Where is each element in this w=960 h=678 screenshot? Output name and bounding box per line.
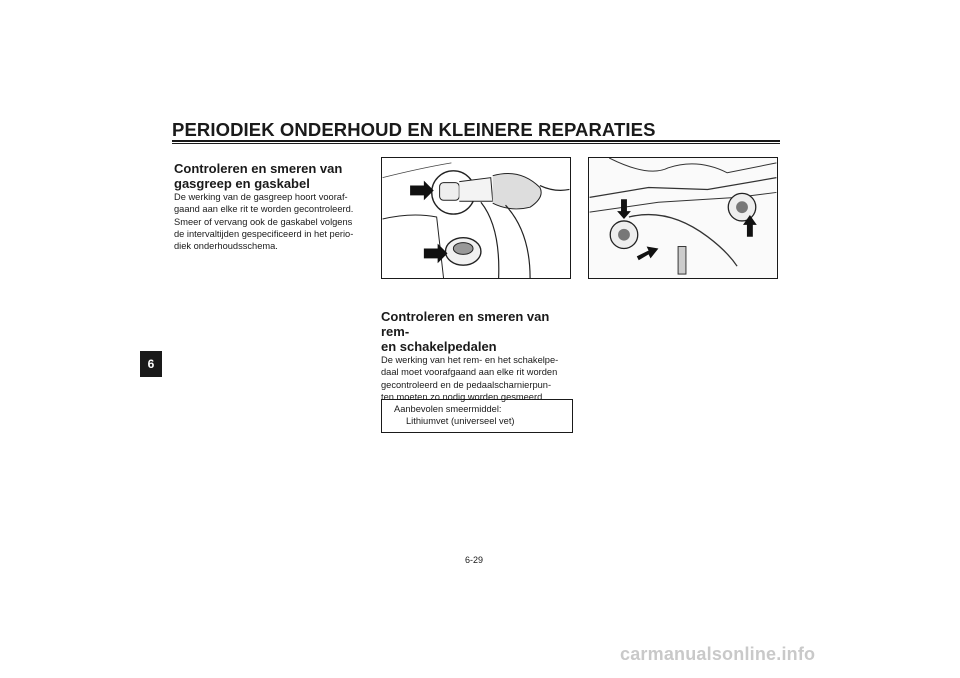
- throttle-grip-illustration-icon: [382, 158, 570, 278]
- pedal-pivot-illustration-icon: [589, 158, 777, 278]
- body-line: ten moeten zo nodig worden gesmeerd.: [381, 391, 545, 402]
- body-line: gecontroleerd en de pedaalscharnierpun-: [381, 379, 552, 390]
- throttle-grip-figure: [381, 157, 571, 279]
- page-title: PERIODIEK ONDERHOUD EN KLEINERE REPARATIES: [172, 119, 656, 140]
- body-line: de intervaltijden gespecificeerd in het perio-: [174, 228, 354, 239]
- pedal-pivot-figure: [588, 157, 778, 279]
- heading-line: gasgreep en gaskabel: [174, 176, 310, 191]
- page-number: 6-29: [465, 555, 484, 565]
- section-heading: [174, 161, 366, 191]
- chapter-tab: [140, 351, 162, 377]
- body-line: diek onderhoudsschema.: [174, 241, 278, 252]
- section-body: [174, 191, 366, 252]
- body-line: De werking van de gasgreep hoort vooraf-: [174, 192, 348, 202]
- header-rule: [172, 140, 780, 144]
- section-body: [381, 354, 573, 403]
- section-pedals: [381, 309, 573, 403]
- heading-line: Controleren en smeren van rem-: [381, 309, 550, 339]
- watermark[interactable]: carmanualsonline.info: [620, 644, 816, 664]
- heading-line: en schakelpedalen: [381, 339, 497, 354]
- lubricant-box: [381, 399, 573, 433]
- body-line: daal moet voorafgaand aan elke rit worden: [381, 367, 558, 378]
- body-line: gaand aan elke rit te worden gecontroleerd.: [174, 204, 354, 215]
- heading-line: Controleren en smeren van: [174, 161, 343, 176]
- body-line: De werking van het rem- en het schakelpe-: [381, 355, 559, 365]
- lubricant-value: Lithiumvet (universeel vet): [406, 416, 515, 426]
- chapter-number: 6: [147, 357, 155, 371]
- body-line: Smeer of vervang ook de gaskabel volgens: [174, 216, 353, 227]
- section-throttle: [174, 161, 366, 252]
- lubricant-label: Aanbevolen smeermiddel:: [394, 404, 502, 414]
- section-heading: [381, 309, 573, 354]
